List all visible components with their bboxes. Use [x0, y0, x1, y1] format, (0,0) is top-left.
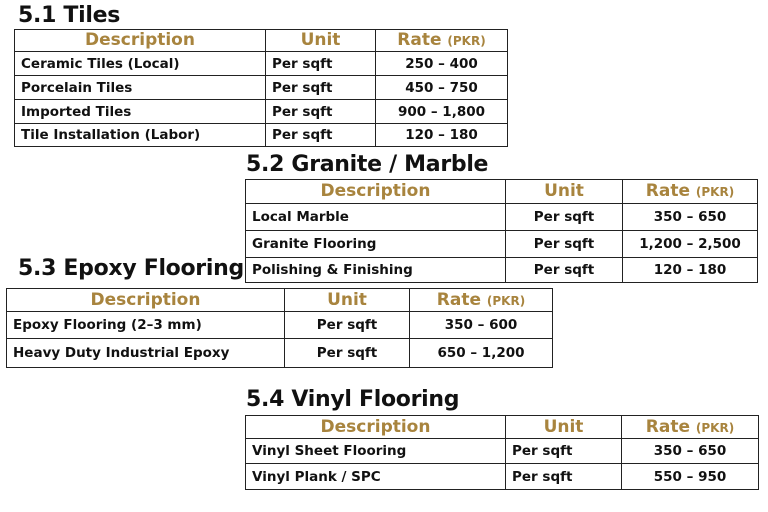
row-unit: Per sqft [506, 464, 622, 490]
row-unit: Per sqft [285, 339, 410, 368]
row-rate: 120 – 180 [376, 124, 508, 147]
granite-marble-table [245, 179, 758, 283]
row-rate: 250 – 400 [376, 52, 508, 76]
table-row [15, 124, 508, 147]
row-unit: Per sqft [266, 76, 376, 100]
column-header-rate [376, 30, 508, 52]
table-header-row [246, 180, 758, 204]
rate-currency: (PKR) [695, 420, 735, 435]
table-row [15, 52, 508, 76]
rate-currency: (PKR) [695, 185, 735, 199]
column-header-description: Description [246, 416, 506, 439]
column-header-unit: Unit [506, 180, 623, 204]
row-description: Polishing & Finishing [246, 258, 506, 283]
rate-label: Rate [397, 30, 442, 50]
table-row [7, 312, 553, 339]
row-description: Ceramic Tiles (Local) [15, 52, 266, 76]
column-header-unit: Unit [506, 416, 622, 439]
row-unit: Per sqft [506, 258, 623, 283]
vinyl-flooring-table [245, 415, 759, 490]
table-header-row [15, 30, 508, 52]
row-rate: 450 – 750 [376, 76, 508, 100]
table-row [246, 439, 759, 464]
row-unit: Per sqft [506, 231, 623, 258]
row-description: Vinyl Sheet Flooring [246, 439, 506, 464]
row-description: Vinyl Plank / SPC [246, 464, 506, 490]
section-title-granite-marble: 5.2 Granite / Marble [246, 152, 489, 177]
section-title-vinyl-flooring: 5.4 Vinyl Flooring [246, 387, 460, 412]
table-header-row [7, 289, 553, 312]
row-unit: Per sqft [506, 204, 623, 231]
column-header-description: Description [7, 289, 285, 312]
row-unit: Per sqft [266, 52, 376, 76]
rate-label: Rate [645, 181, 690, 201]
rate-currency: (PKR) [447, 34, 486, 48]
section-title-epoxy-flooring: 5.3 Epoxy Flooring [18, 256, 244, 281]
table-row [246, 231, 758, 258]
column-header-rate [410, 289, 553, 312]
row-description: Local Marble [246, 204, 506, 231]
row-description: Tile Installation (Labor) [15, 124, 266, 147]
rate-label: Rate [436, 289, 481, 310]
column-header-rate [623, 180, 758, 204]
column-header-rate [622, 416, 759, 439]
row-description: Epoxy Flooring (2–3 mm) [7, 312, 285, 339]
row-description: Granite Flooring [246, 231, 506, 258]
table-row [246, 204, 758, 231]
table-header-row [246, 416, 759, 439]
table-row [7, 339, 553, 368]
row-rate: 350 – 650 [623, 204, 758, 231]
column-header-unit: Unit [285, 289, 410, 312]
column-header-description: Description [15, 30, 266, 52]
table-row [15, 100, 508, 124]
row-unit: Per sqft [506, 439, 622, 464]
table-row [246, 258, 758, 283]
row-unit: Per sqft [266, 124, 376, 147]
table-row [15, 76, 508, 100]
row-unit: Per sqft [285, 312, 410, 339]
row-description: Porcelain Tiles [15, 76, 266, 100]
row-description: Imported Tiles [15, 100, 266, 124]
table-row [246, 464, 759, 490]
column-header-description: Description [246, 180, 506, 204]
rate-currency: (PKR) [486, 293, 526, 308]
column-header-unit: Unit [266, 30, 376, 52]
row-rate: 650 – 1,200 [410, 339, 553, 368]
row-description: Heavy Duty Industrial Epoxy [7, 339, 285, 368]
rate-label: Rate [645, 416, 690, 437]
tiles-table [14, 29, 508, 147]
row-unit: Per sqft [266, 100, 376, 124]
row-rate: 350 – 600 [410, 312, 553, 339]
row-rate: 900 – 1,800 [376, 100, 508, 124]
row-rate: 1,200 – 2,500 [623, 231, 758, 258]
section-title-tiles: 5.1 Tiles [18, 3, 121, 28]
row-rate: 350 – 650 [622, 439, 759, 464]
row-rate: 120 – 180 [623, 258, 758, 283]
epoxy-flooring-table [6, 288, 553, 368]
row-rate: 550 – 950 [622, 464, 759, 490]
